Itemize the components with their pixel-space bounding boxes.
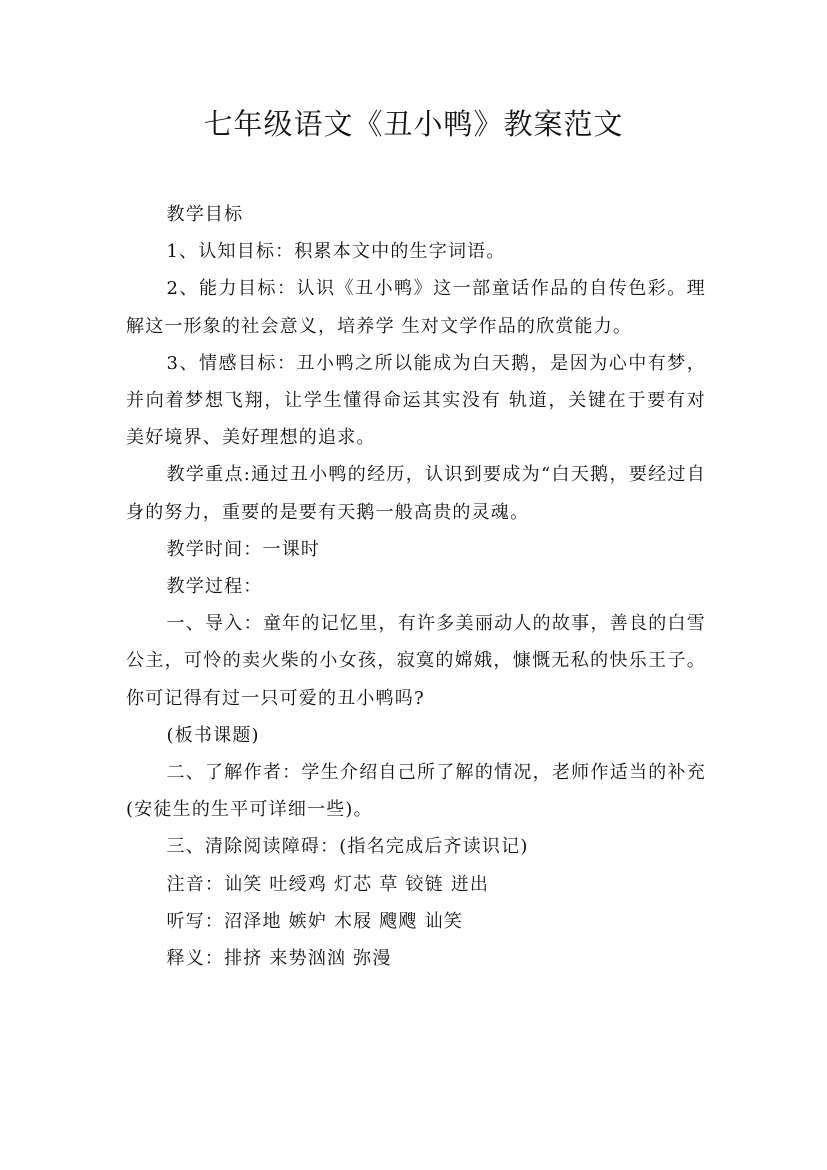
paragraph-reading-obstacles: 三、清除阅读障碍：(指名完成后齐读识记): [166, 836, 529, 858]
document-body: [126, 196, 706, 977]
paragraph-key-points: 教学重点:通过丑小鸭的经历，认识到要成为“白天鹅，要经过自身的努力，重要的是要有天鹅一般高贵的灵魂。: [126, 464, 706, 523]
paragraph-author: 二、了解作者：学生介绍自己所了解的情况，老师作适当的补充(安徒生的生平可详细一些)。: [126, 762, 706, 821]
paragraph-emotional-goal: 3、情感目标：丑小鸭之所以能成为白天鹅，是因为心中有梦，并向着梦想飞翔，让学生懂得命运其实没有 轨道，关键在于要有对美好境界、美好理想的追求。: [126, 352, 706, 449]
paragraph-teaching-process: 教学过程：: [166, 576, 263, 598]
paragraph-pronunciation: 注音：讪笑 吐绶鸡 灯芯 草 铰链 迸出: [166, 873, 490, 895]
document-title: 七年级语文《丑小鸭》教案范文: [203, 107, 624, 141]
paragraph-definitions: 释义：排挤 来势汹汹 弥漫: [166, 948, 392, 970]
paragraph-teaching-goals: 教学目标: [166, 204, 244, 225]
paragraph-teaching-time: 教学时间：一课时: [166, 538, 321, 560]
paragraph-cognitive-goal: 1、认知目标：积累本文中的生字词语。: [166, 241, 506, 263]
paragraph-board-title: (板书课题): [166, 724, 260, 746]
paragraph-dictation: 听写：沼泽地 嫉妒 木屐 飕飕 讪笑: [166, 910, 463, 932]
paragraph-ability-goal: 2、能力目标：认识《丑小鸭》这一部童话作品的自传色彩。理解这一形象的社会意义，培养学 生对文学作品的欣赏能力。: [126, 278, 706, 337]
paragraph-introduction: 一、导入：童年的记忆里，有许多美丽动人的故事，善良的白雪公主，可怜的卖火柴的小女孩，寂寞的嫦娥，慷慨无私的快乐王子。你可记得有过一只可爱的丑小鸭吗?: [126, 613, 706, 709]
